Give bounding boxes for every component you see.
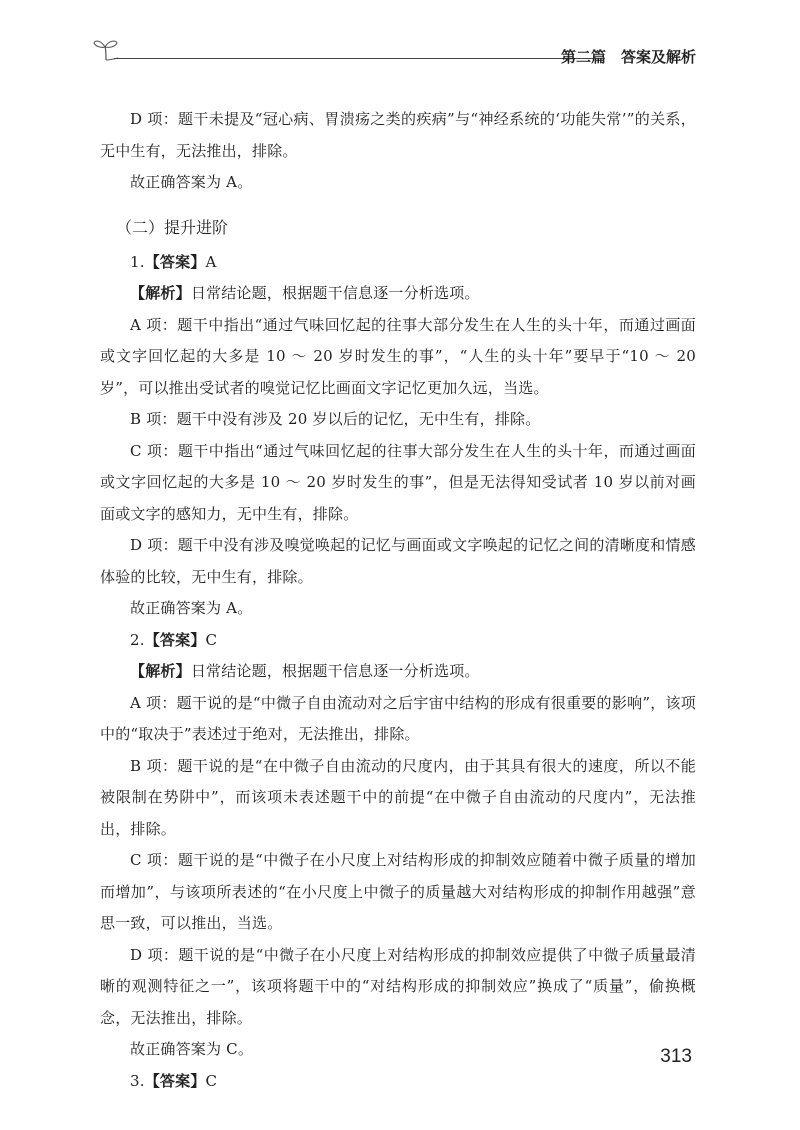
q2-answer-label: 【答案】 bbox=[144, 630, 206, 649]
q1-option-a: A 项：题干中指出“通过气味回忆起的往事大部分发生在人生的头十年，而通过画面或文字回忆起的大多是 10 ～ 20 岁时发生的事”，“人生的头十年”要早于“10 ～ 20 岁”，可以推出受试者的嗅觉记忆比画面文字记忆更加久远，当选。 bbox=[100, 315, 696, 397]
q2-answer-line bbox=[100, 625, 696, 657]
q1-option-d: D 项：题干中没有涉及嗅觉唤起的记忆与画面或文字唤起的记忆之间的清晰度和情感体验的比较，无中生有，排除。 bbox=[100, 536, 696, 586]
q1-conclusion: 故正确答案为 A。 bbox=[130, 599, 253, 617]
q1-number: 1. bbox=[130, 252, 145, 271]
q3-number: 3. bbox=[130, 1071, 145, 1090]
header-rule bbox=[114, 58, 594, 59]
q2-option-b: B 项：题干说的是“在中微子自由流动的尺度内，由于其具有很大的速度，所以不能被限制在势阱中”，而该项未表述题干中的前提“在中微子自由流动的尺度内”，无法推出，排除。 bbox=[100, 756, 696, 838]
q2-option-a: A 项：题干说的是“中微子自由流动对之后宇宙中结构的形成有很重要的影响”，该项中的“取决于”表述过于绝对，无法推出，排除。 bbox=[100, 693, 696, 743]
q1-answer-line bbox=[100, 247, 696, 279]
q2-analysis: 日常结论题，根据题干信息逐一分析选项。 bbox=[190, 662, 480, 680]
intro-conclusion: 故正确答案为 A。 bbox=[130, 173, 253, 191]
intro-paragraph: D 项：题干未提及“冠心病、胃溃疡之类的疾病”与“神经系统的‘功能失常’”的关系，无中生有，无法推出，排除。 bbox=[100, 110, 696, 160]
page-number: 313 bbox=[660, 1046, 692, 1067]
q1-answer-label: 【答案】 bbox=[144, 252, 206, 271]
page-body bbox=[100, 104, 696, 1097]
q2-analysis-line bbox=[100, 656, 696, 688]
section-heading: （二）提升进阶 bbox=[116, 217, 229, 237]
q1-analysis: 日常结论题，根据题干信息逐一分析选项。 bbox=[190, 284, 480, 302]
q2-option-d: D 项：题干说的是“中微子在小尺度上对结构形成的抑制效应提供了中微子质量最清晰的观测特征之一”，该项将题干中的“对结构形成的抑制效应”换成了“质量”，偷换概念，无法推出，排除。 bbox=[100, 945, 696, 1027]
q1-analysis-line bbox=[100, 278, 696, 310]
q3-answer: C bbox=[205, 1071, 218, 1090]
header-title: 第二篇 答案及解析 bbox=[560, 48, 696, 66]
q3-answer-line bbox=[100, 1066, 696, 1098]
q2-conclusion: 故正确答案为 C。 bbox=[130, 1040, 254, 1058]
q3-answer-label: 【答案】 bbox=[144, 1071, 206, 1090]
q2-option-c: C 项：题干说的是“中微子在小尺度上对结构形成的抑制效应随着中微子质量的增加而增加”，与该项所表述的“在小尺度上中微子的质量越大对结构形成的抑制作用越强”意思一致，可以推出，当选。 bbox=[100, 851, 696, 932]
q2-answer: C bbox=[205, 630, 218, 649]
q1-analysis-label: 【解析】 bbox=[130, 284, 191, 302]
q2-number: 2. bbox=[130, 630, 145, 649]
q1-option-c: C 项：题干中指出“通过气味回忆起的往事大部分发生在人生的头十年，而通过画面或文字回忆起的大多是 10 ～ 20 岁时发生的事”，但是无法得知受试者 10 岁以前对画面或文字的感知力，无中生有，排除。 bbox=[100, 441, 696, 523]
q1-answer: A bbox=[205, 252, 217, 271]
q1-option-b: B 项：题干中没有涉及 20 岁以后的记忆，无中生有，排除。 bbox=[130, 410, 541, 428]
running-header bbox=[92, 36, 696, 68]
q2-analysis-label: 【解析】 bbox=[130, 662, 191, 680]
